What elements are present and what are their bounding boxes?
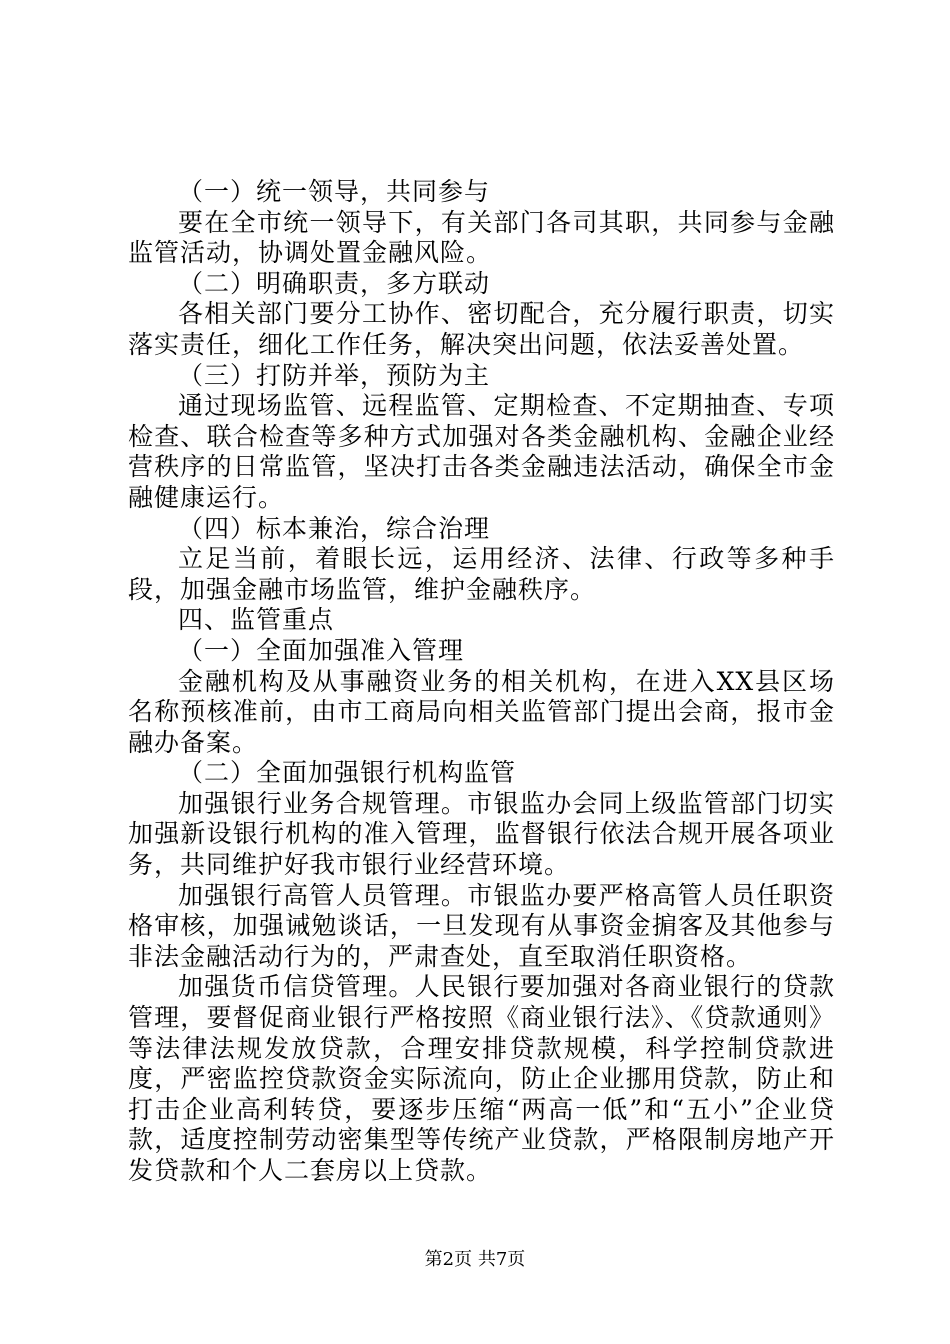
body-paragraph: 要在全市统一领导下，有关部门各司其职，共同参与金融监管活动，协调处置金融风险。: [128, 207, 835, 268]
section-heading: （一）全面加强准入管理: [178, 635, 465, 665]
body-paragraph: 加强银行高管人员管理。市银监办要严格高管人员任职资格审核，加强诫勉谈话，一旦发现有从事资金掮客及其他参与非法金融活动行为的，严肃查处，直至取消任职资格。: [128, 880, 835, 971]
body-paragraph: 通过现场监管、远程监管、定期检查、不定期抽查、专项检查、联合检查等多种方式加强对各类金融机构、金融企业经营秩序的日常监管，坚决打击各类金融违法活动，确保全市金融健康运行。: [128, 391, 835, 512]
chapter-heading: 四、监管重点: [178, 605, 335, 635]
section-heading: （三）打防并举，预防为主: [178, 360, 491, 390]
section-heading: （二）明确职责，多方联动: [178, 268, 491, 298]
section-heading: （四）标本兼治，综合治理: [178, 513, 491, 543]
body-paragraph: 加强货币信贷管理。人民银行要加强对各商业银行的贷款管理，要督促商业银行严格按照《商业银行法》、《贷款通则》等法律法规发放贷款，合理安排贷款规模，科学控制贷款进度，严密监控贷款资金实际流向，防止企业挪用贷款，防止和打击企业高利转贷，要逐步压缩“两高一低”和“五小”企业贷款，适度控制劳动密集型等传统产业贷款，严格限制房地产开发贷款和个人二套房以上贷款。: [128, 972, 835, 1185]
section-heading: （一）统一领导，共同参与: [178, 177, 491, 206]
section-heading: （二）全面加强银行机构监管: [178, 758, 517, 788]
body-paragraph: 加强银行业务合规管理。市银监办会同上级监管部门切实加强新设银行机构的准入管理，监督银行依法合规开展各项业务，共同维护好我市银行业经营环境。: [128, 788, 835, 880]
document-body: [128, 177, 835, 1187]
body-paragraph: 金融机构及从事融资业务的相关机构，在进入XX县区场名称预核准前，由市工商局向相关监管部门提出会商，报市金融办备案。: [128, 666, 835, 757]
body-paragraph: 各相关部门要分工协作、密切配合，充分履行职责，切实落实责任，细化工作任务，解决突出问题，依法妥善处置。: [128, 299, 835, 359]
page-number-footer: 第2页 共7页: [424, 1249, 526, 1270]
body-paragraph: 立足当前，着眼长远，运用经济、法律、行政等多种手段，加强金融市场监管，维护金融秩序。: [128, 544, 835, 604]
